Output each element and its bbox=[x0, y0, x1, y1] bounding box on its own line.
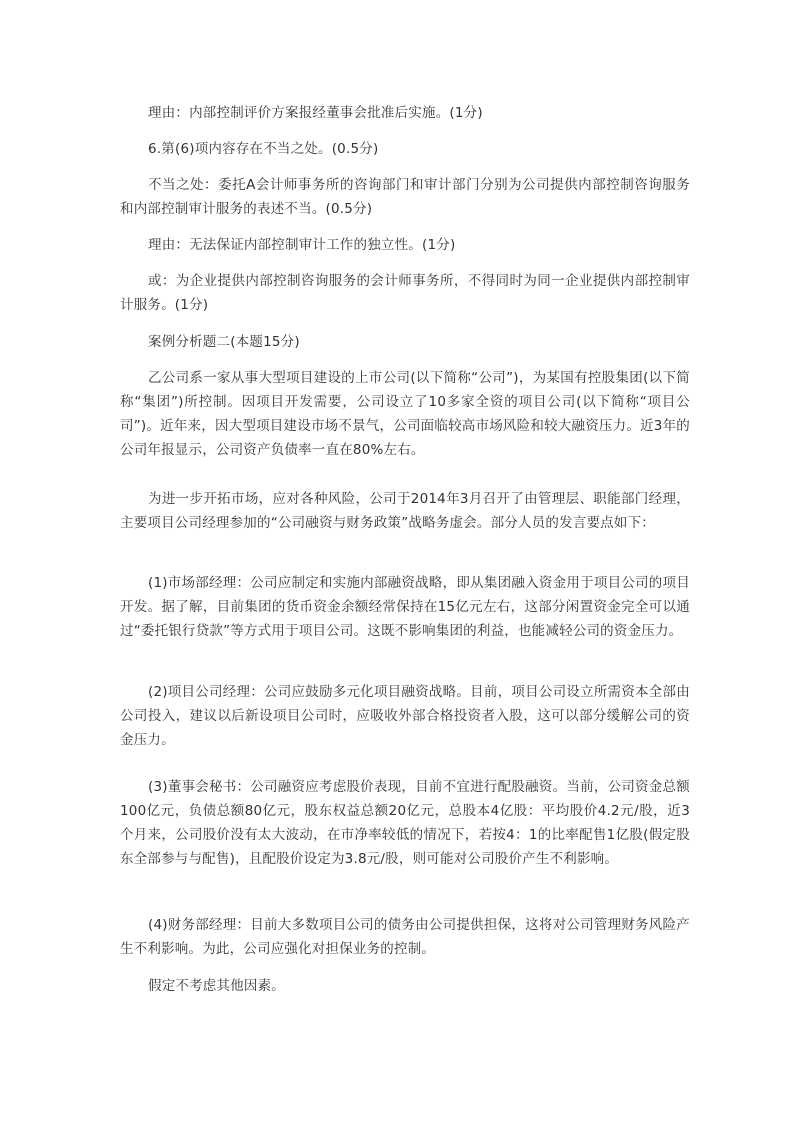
paragraph-reason-independence: 理由：无法保证内部控制审计工作的独立性。(1分) bbox=[148, 237, 456, 253]
paragraph-project-manager: (2)项目公司经理：公司应鼓励多元化项目融资战略。目前，项目公司设立所需资本全部由公司投入，建议以后新设项目公司时，应吸收外部合格投资者入股，这可以部分缓解公司的资金压力。 bbox=[120, 684, 690, 748]
paragraph-reason-evaluation-plan: 理由：内部控制评价方案报经董事会批准后实施。(1分) bbox=[148, 105, 483, 121]
paragraph-improper-point: 不当之处：委托A会计师事务所的咨询部门和审计部门分别为公司提供内部控制咨询服务和内部控制审计服务的表述不当。(0.5分) bbox=[120, 177, 690, 217]
paragraph-case-two-heading: 案例分析题二(本题15分) bbox=[148, 334, 300, 350]
paragraph-item-6-heading: 6.第(6)项内容存在不当之处。(0.5分) bbox=[148, 141, 379, 157]
paragraph-strategy-meeting: 为进一步开拓市场，应对各种风险，公司于2014年3月召开了由管理层、职能部门经理，主要项目公司经理参加的“公司融资与财务政策”战略务虚会。部分人员的发言要点如下： bbox=[120, 491, 690, 531]
paragraph-alternative-answer: 或：为企业提供内部控制咨询服务的会计师事务所，不得同时为同一企业提供内部控制审计服务。(1分) bbox=[120, 273, 690, 313]
paragraph-finance-manager: (4)财务部经理：目前大多数项目公司的债务由公司提供担保，这将对公司管理财务风险产生不利影响。为此，公司应强化对担保业务的控制。 bbox=[120, 917, 690, 957]
paragraph-assumption: 假定不考虑其他因素。 bbox=[148, 978, 285, 994]
paragraph-market-manager: (1)市场部经理：公司应制定和实施内部融资战略，即从集团融入资金用于项目公司的项目开发。据了解，目前集团的货币资金余额经常保持在15亿元左右，这部分闲置资金完全可以通过“委托银行贷款”等方式用于项目公司。这既不影响集团的利益，也能减轻公司的资金压力。 bbox=[120, 575, 690, 639]
paragraph-board-secretary: (3)董事会秘书：公司融资应考虑股价表现，目前不宜进行配股融资。当前，公司资金总额100亿元，负债总额80亿元，股东权益总额20亿元，总股本4亿股：平均股价4.2元/股，近3个月来，公司股价没有太大波动，在市净率较低的情况下，若按4：1的比率配售1亿股(假定股东全部参与与配售)，且配股价设定为3.8元/股，则可能对公司股价产生不利影响。 bbox=[120, 779, 690, 867]
paragraph-company-background: 乙公司系一家从事大型项目建设的上市公司(以下简称“公司”)，为某国有控股集团(以下简称“集团”)所控制。因项目开发需要，公司设立了10多家全资的项目公司(以下简称“项目公司”)。近年来，因大型项目建设市场不景气，公司面临较高市场风险和较大融资压力。近3年的公司年报显示，公司资产负债率一直在80%左右。 bbox=[120, 370, 690, 458]
